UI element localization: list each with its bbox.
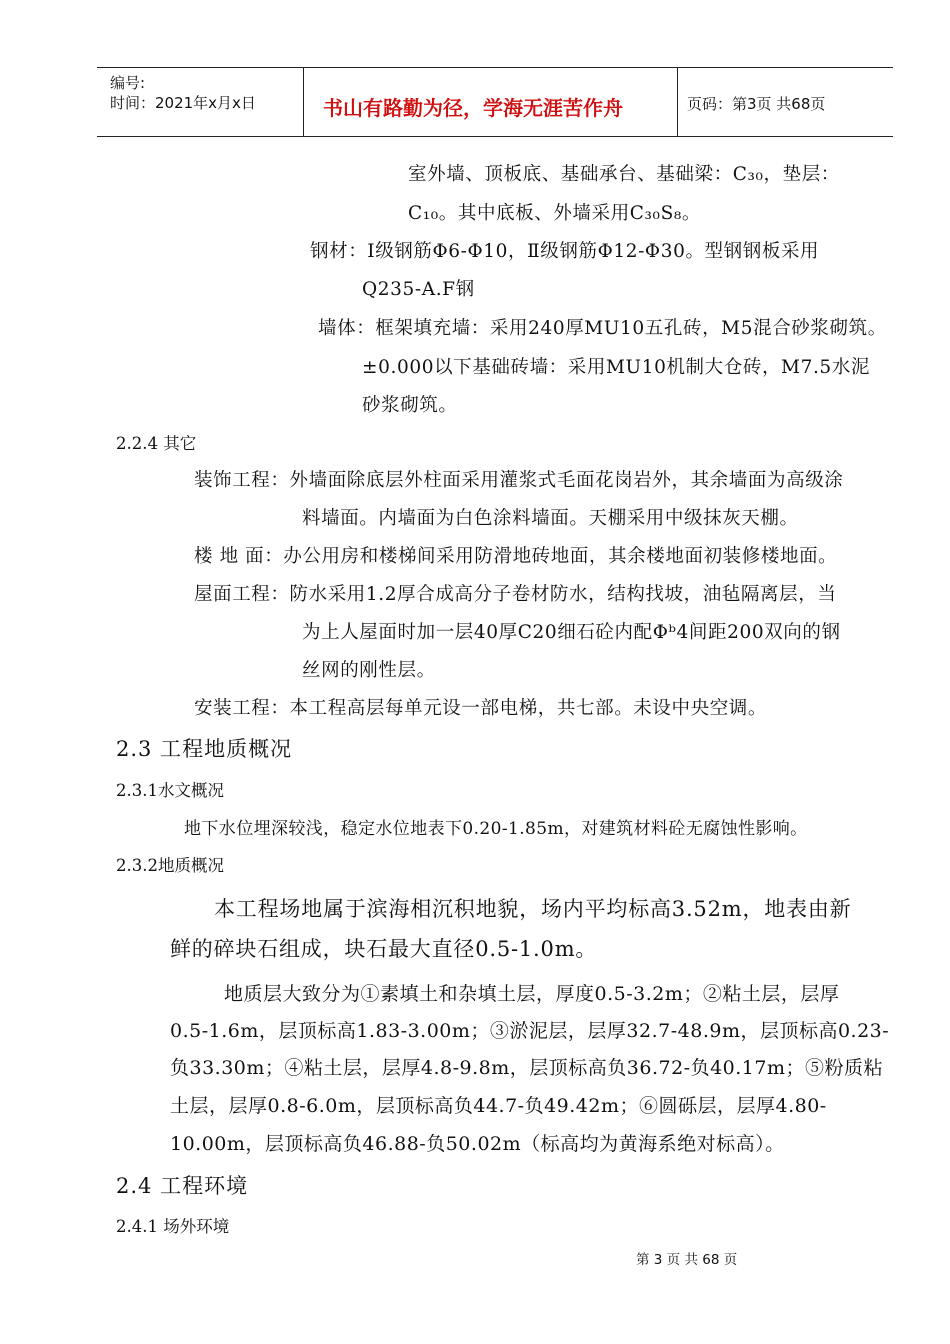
- document-number-label: 编号:: [110, 74, 146, 92]
- body-line: ±0.000以下基础砖墙：采用MU10机制大仓砖，M7.5水泥: [362, 357, 871, 378]
- body-line: 钢材：Ⅰ级钢筋Φ6-Φ10，Ⅱ级钢筋Φ12-Φ30。型钢钢板采用: [310, 241, 820, 262]
- body-line: 室外墙、顶板底、基础承台、基础梁：C₃₀，垫层：: [408, 164, 840, 185]
- body-line: 本工程场地属于滨海相沉积地貌，场内平均标高3.52m，地表由新: [214, 897, 852, 921]
- body-line: 地质层大致分为①素填土和杂填土层，厚度0.5-3.2m；②粘土层，层厚: [224, 983, 840, 1005]
- body-line: 安装工程：本工程高层每单元设一部电梯，共七部。未设中央空调。: [194, 698, 768, 719]
- body-line: 墙体：框架填充墙：采用240厚MU10五孔砖，M5混合砂浆砌筑。: [318, 318, 887, 339]
- body-line: 0.5-1.6m，层顶标高1.83-3.00m；③淤泥层，层厚32.7-48.9m，层顶标高0.23-: [170, 1020, 890, 1042]
- section-heading: 2.3 工程地质概况: [116, 737, 293, 761]
- body-line: 楼 地 面：办公用房和楼梯间采用防滑地砖地面，其余楼地面初装修楼地面。: [194, 546, 838, 567]
- body-line: 土层，层厚0.8-6.0m，层顶标高负44.7-负49.42m；⑥圆砾层，层厚4.80-: [170, 1095, 827, 1117]
- body-line: 装饰工程：外墙面除底层外柱面采用灌浆式毛面花岗岩外，其余墙面为高级涂: [194, 470, 844, 491]
- body-line: 地下水位埋深较浅，稳定水位地表下0.20-1.85m，对建筑材料砼无腐蚀性影响。: [184, 819, 808, 839]
- body-line: C₁₀。其中底板、外墙采用C₃₀S₈。: [408, 203, 701, 224]
- subsection-heading: 2.3.1水文概况: [116, 781, 224, 800]
- body-line: 丝网的刚性层。: [302, 660, 436, 681]
- body-line: Q235-A.F钢: [362, 279, 475, 300]
- subsection-heading: 2.3.2地质概况: [116, 856, 224, 875]
- page-footer: 第 3 页 共 68 页: [636, 1252, 738, 1268]
- body-line: 屋面工程：防水采用1.2厚合成高分子卷材防水，结构找坡，油毡隔离层，当: [194, 584, 837, 605]
- body-line: 10.00m，层顶标高负46.88-负50.02m（标高均为黄海系绝对标高）。: [170, 1133, 785, 1155]
- header-motto: 书山有路勤为径，学海无涯苦作舟: [323, 96, 623, 120]
- header-divider: [677, 68, 678, 136]
- body-line: 负33.30m；④粘土层，层厚4.8-9.8m，层顶标高负36.72-负40.17m；⑤粉质粘: [170, 1057, 884, 1079]
- section-heading: 2.2.4 其它: [116, 434, 197, 453]
- body-line: 料墙面。内墙面为白色涂料墙面。天棚采用中级抹灰天棚。: [302, 508, 799, 529]
- subsection-heading: 2.4.1 场外环境: [116, 1217, 230, 1236]
- body-line: 为上人屋面时加一层40厚C20细石砼内配Φᵇ4间距200双向的钢: [302, 622, 841, 643]
- document-date-label: 时间：2021年x月x日: [110, 94, 256, 112]
- body-line: 鲜的碎块石组成，块石最大直径0.5-1.0m。: [170, 937, 598, 961]
- header-page-label: 页码：第3页 共68页: [687, 95, 826, 113]
- header-divider: [303, 68, 304, 136]
- body-line: 砂浆砌筑。: [362, 395, 458, 416]
- section-heading: 2.4 工程环境: [116, 1174, 249, 1198]
